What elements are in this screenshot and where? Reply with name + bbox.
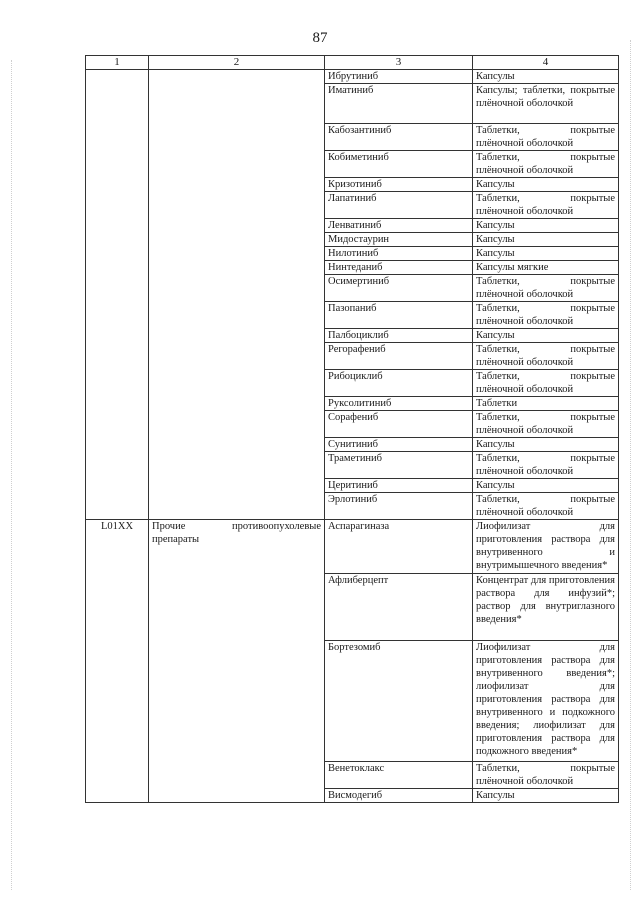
dosage-form: Капсулы	[473, 233, 619, 247]
drug-name: Рибоциклиб	[325, 370, 473, 397]
drug-table-body	[86, 56, 619, 803]
drug-name: Мидостаурин	[325, 233, 473, 247]
drug-name: Эрлотиниб	[325, 493, 473, 520]
dosage-form: Таблетки, покрытые плёночной оболочкой	[473, 493, 619, 520]
dosage-form: Лиофилизат для приготовления раствора для внутривенного введения*; лиофилизат для приготовления раствора для внутривенного и подкожного введения; лиофилизат для приготовления раствора для подкожного введения*	[473, 641, 619, 762]
drug-name: Кабозантиниб	[325, 124, 473, 151]
drug-name: Ибрутиниб	[325, 70, 473, 84]
dosage-form: Капсулы	[473, 479, 619, 493]
drug-name: Аспарагиназа	[325, 520, 473, 574]
header-col-3: 3	[325, 56, 473, 70]
drug-name: Осимертиниб	[325, 275, 473, 302]
drug-name: Регорафениб	[325, 343, 473, 370]
drug-name: Венетоклакс	[325, 762, 473, 789]
drug-name: Иматиниб	[325, 84, 473, 124]
dosage-form: Капсулы; таблетки, покрытые плёночной оболочкой	[473, 84, 619, 124]
atc-code	[86, 70, 149, 520]
drug-name: Нинтеданиб	[325, 261, 473, 275]
table-row	[86, 70, 619, 84]
header-col-1: 1	[86, 56, 149, 70]
drug-name: Руксолитиниб	[325, 397, 473, 411]
drug-name: Сорафениб	[325, 411, 473, 438]
dosage-form: Таблетки, покрытые плёночной оболочкой	[473, 762, 619, 789]
drug-name: Афлиберцепт	[325, 574, 473, 641]
drug-name: Палбоциклиб	[325, 329, 473, 343]
page-number: 87	[312, 30, 328, 46]
drug-name: Кобиметиниб	[325, 151, 473, 178]
dosage-form: Таблетки	[473, 397, 619, 411]
dosage-form: Капсулы	[473, 438, 619, 452]
drug-name: Нилотиниб	[325, 247, 473, 261]
scan-edge-left	[11, 60, 12, 890]
header-col-2: 2	[149, 56, 325, 70]
dosage-form: Капсулы	[473, 178, 619, 192]
header-col-4: 4	[473, 56, 619, 70]
dosage-form: Таблетки, покрытые плёночной оболочкой	[473, 302, 619, 329]
drug-table	[85, 55, 619, 803]
drug-name: Траметиниб	[325, 452, 473, 479]
dosage-form: Таблетки, покрытые плёночной оболочкой	[473, 124, 619, 151]
dosage-form: Лиофилизат для приготовления раствора для внутривенного и внутримышечного введения*	[473, 520, 619, 574]
atc-code: L01XX	[86, 520, 149, 803]
dosage-form: Капсулы мягкие	[473, 261, 619, 275]
dosage-form: Таблетки, покрытые плёночной оболочкой	[473, 411, 619, 438]
drug-name: Бортезомиб	[325, 641, 473, 762]
drug-name: Ленватиниб	[325, 219, 473, 233]
drug-name: Церитиниб	[325, 479, 473, 493]
dosage-form: Таблетки, покрытые плёночной оболочкой	[473, 343, 619, 370]
dosage-form: Таблетки, покрытые плёночной оболочкой	[473, 370, 619, 397]
dosage-form: Капсулы	[473, 789, 619, 803]
dosage-form: Таблетки, покрытые плёночной оболочкой	[473, 275, 619, 302]
drug-name: Лапатиниб	[325, 192, 473, 219]
dosage-form: Капсулы	[473, 247, 619, 261]
drug-name: Висмодегиб	[325, 789, 473, 803]
dosage-form: Таблетки, покрытые плёночной оболочкой	[473, 452, 619, 479]
dosage-form: Таблетки, покрытые плёночной оболочкой	[473, 151, 619, 178]
table-row	[86, 520, 619, 574]
drug-group-name: Прочие противоопухолевые препараты	[149, 520, 325, 803]
dosage-form: Концентрат для приготовления раствора для инфузий*; раствор для внутриглазного введения*	[473, 574, 619, 641]
drug-name: Кризотиниб	[325, 178, 473, 192]
drug-group-name	[149, 70, 325, 520]
dosage-form: Капсулы	[473, 70, 619, 84]
table-header-row	[86, 56, 619, 70]
dosage-form: Капсулы	[473, 219, 619, 233]
drug-name: Пазопаниб	[325, 302, 473, 329]
drug-name: Сунитиниб	[325, 438, 473, 452]
dosage-form: Таблетки, покрытые плёночной оболочкой	[473, 192, 619, 219]
dosage-form: Капсулы	[473, 329, 619, 343]
scan-edge-right	[630, 40, 631, 890]
